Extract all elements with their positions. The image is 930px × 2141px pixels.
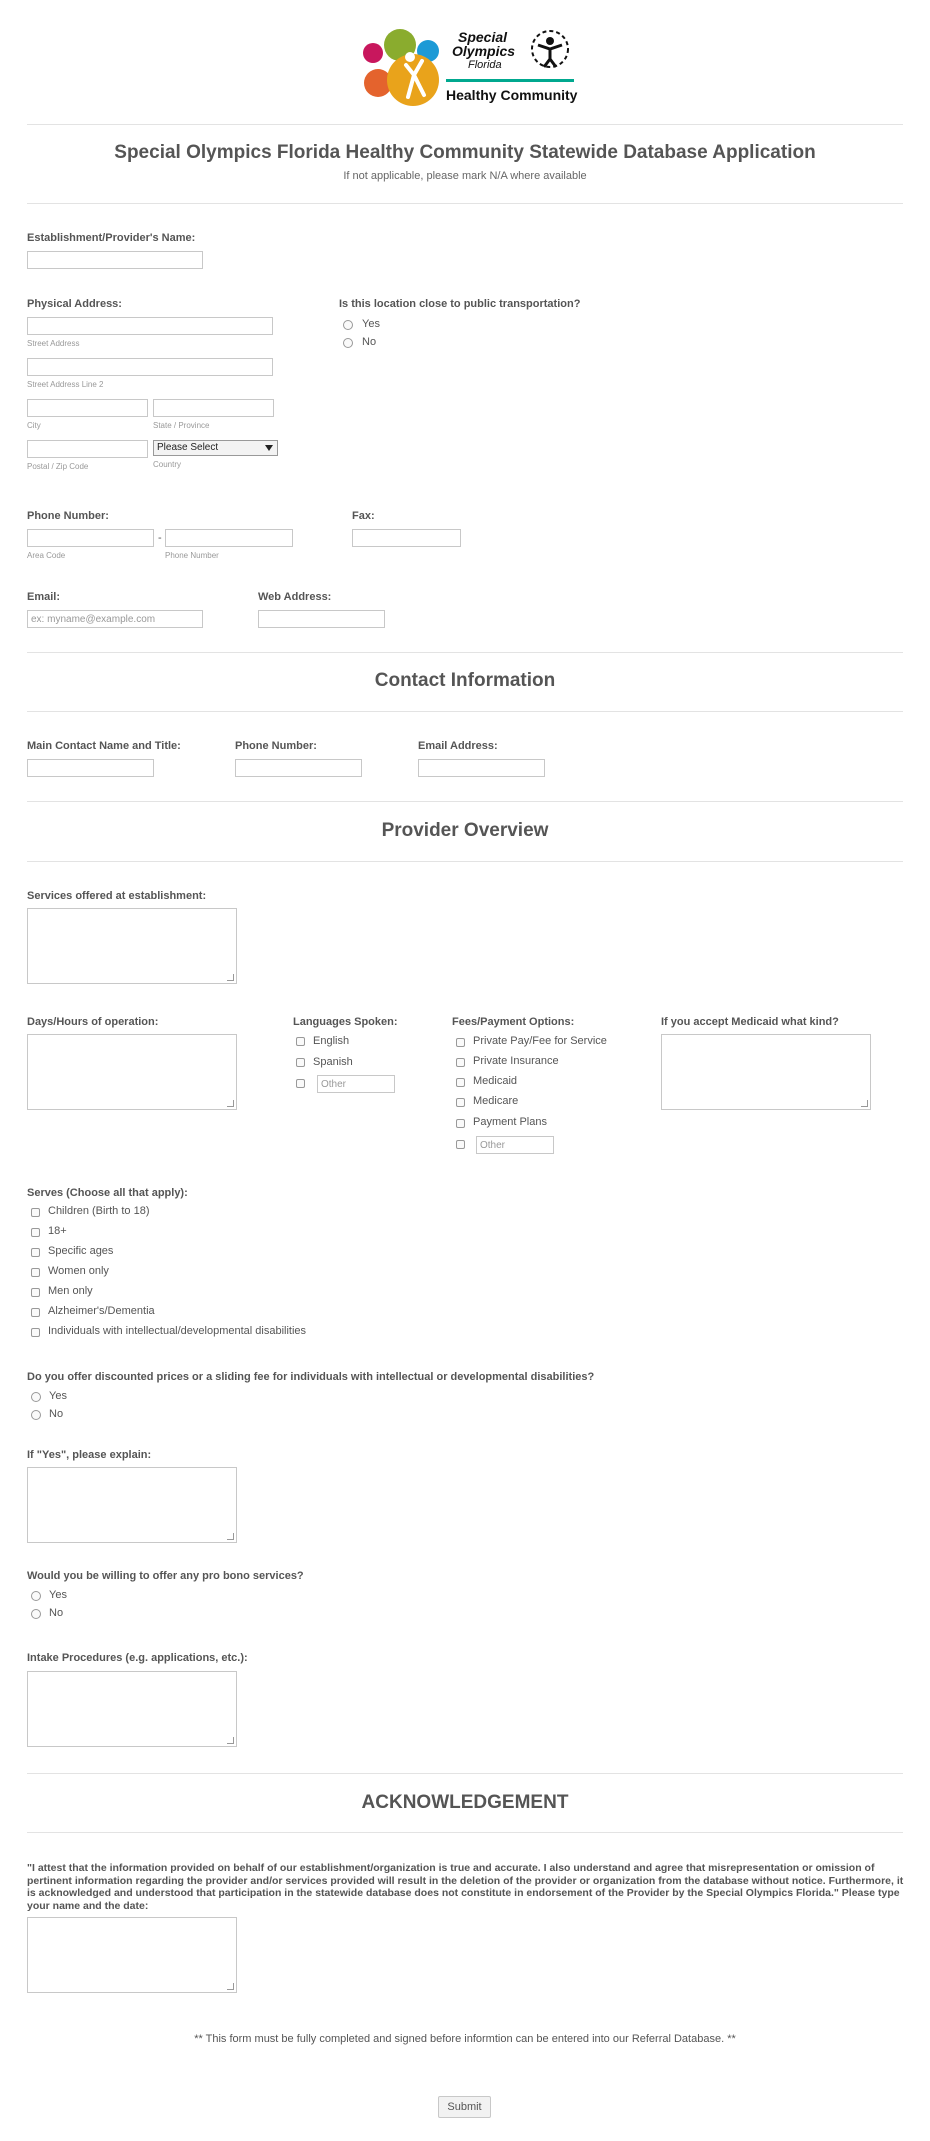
contact-heading: Contact Information <box>374 670 556 691</box>
serves-women-checkbox[interactable] <box>31 1268 40 1277</box>
logo-text-healthy-community: Healthy Community <box>446 87 578 103</box>
city-sublabel: City <box>27 421 41 430</box>
divider <box>27 861 903 862</box>
explain-label: If "Yes", please explain: <box>27 1449 152 1461</box>
special-olympics-emblem-icon <box>528 27 572 71</box>
medicaid-label: If you accept Medicaid what kind? <box>661 1016 839 1028</box>
language-other-checkbox[interactable] <box>296 1079 305 1088</box>
logo-accent-bar <box>446 79 574 82</box>
probono-no-radio[interactable] <box>31 1609 41 1619</box>
fax-input[interactable] <box>352 529 461 547</box>
state-input[interactable] <box>153 399 274 417</box>
fee-medicare-checkbox[interactable] <box>456 1098 465 1107</box>
fee-payment-plans-label: Payment Plans <box>473 1116 547 1128</box>
days-textarea[interactable] <box>27 1034 237 1110</box>
intake-label: Intake Procedures (e.g. applications, etc.): <box>27 1652 248 1664</box>
intake-textarea[interactable] <box>27 1671 237 1747</box>
logo-text-olympics: Olympics <box>452 43 516 59</box>
street-address-2-input[interactable] <box>27 358 273 376</box>
logo <box>358 25 576 107</box>
contact-name-label: Main Contact Name and Title: <box>27 740 181 752</box>
contact-phone-input[interactable] <box>235 759 362 777</box>
address-label: Physical Address: <box>27 298 122 310</box>
postal-sublabel: Postal / Zip Code <box>27 462 89 471</box>
acknowledgement-textarea[interactable] <box>27 1917 237 1993</box>
country-select[interactable] <box>153 440 278 456</box>
country-select-value: Please Select <box>157 442 219 453</box>
serves-children-label: Children (Birth to 18) <box>48 1205 150 1217</box>
fax-label: Fax: <box>352 510 375 522</box>
serves-alzheimers-label: Alzheimer's/Dementia <box>48 1305 155 1317</box>
services-textarea[interactable] <box>27 908 237 984</box>
medicaid-textarea[interactable] <box>661 1034 871 1110</box>
serves-idd-checkbox[interactable] <box>31 1328 40 1337</box>
discount-label: Do you offer discounted prices or a sliding fee for individuals with intellectual or developmental disabilities? <box>27 1371 595 1383</box>
serves-idd-label: Individuals with intellectual/developmental disabilities <box>48 1325 307 1337</box>
street-address-sublabel: Street Address <box>27 339 80 348</box>
serves-18plus-label: 18+ <box>48 1225 67 1237</box>
establishment-label: Establishment/Provider's Name: <box>27 232 196 244</box>
logo-graphic <box>358 25 448 107</box>
acknowledgement-heading: ACKNOWLEDGEMENT <box>361 1792 569 1813</box>
logo-text-florida: Florida <box>468 59 502 71</box>
phone-dash: - <box>158 532 162 544</box>
fees-label: Fees/Payment Options: <box>452 1016 575 1028</box>
transport-label: Is this location close to public transportation? <box>339 298 581 310</box>
probono-no-label: No <box>49 1607 64 1619</box>
fee-medicaid-checkbox[interactable] <box>456 1078 465 1087</box>
street-address-2-sublabel: Street Address Line 2 <box>27 380 104 389</box>
discount-no-label: No <box>49 1408 64 1420</box>
logo-text-special: Special <box>458 29 508 45</box>
state-sublabel: State / Province <box>153 421 210 430</box>
fee-private-insurance-checkbox[interactable] <box>456 1058 465 1067</box>
email-placeholder: ex: myname@example.com <box>31 614 156 625</box>
phone-number-input[interactable] <box>165 529 293 547</box>
fee-payment-plans-checkbox[interactable] <box>456 1119 465 1128</box>
language-english-label: English <box>313 1035 350 1047</box>
acknowledgement-text: "I attest that the information provided on behalf of our establishment/organization is true and accurate. I also understand and agree that misrepresentation or omission of pertinent information regarding the provider and/or services provided will result in the deletion of the provider or organization from the database without notice. Furthermore, it is acknowledged and understood that participation in the statewide database does not constitute in endorsement of the Provider by the Special Olympics Florida." Please type your name and the date: <box>27 1862 904 1912</box>
fee-private-insurance-label: Private Insurance <box>473 1055 559 1067</box>
overview-heading: Provider Overview <box>381 820 549 841</box>
email-label: Email: <box>27 591 61 603</box>
divider <box>27 203 903 204</box>
contact-email-input[interactable] <box>418 759 545 777</box>
discount-no-radio[interactable] <box>31 1410 41 1420</box>
street-address-input[interactable] <box>27 317 273 335</box>
area-code-input[interactable] <box>27 529 154 547</box>
fee-private-pay-label: Private Pay/Fee for Service <box>473 1035 607 1047</box>
divider <box>27 711 903 712</box>
serves-label: Serves (Choose all that apply): <box>27 1187 188 1199</box>
fee-medicaid-label: Medicaid <box>473 1075 518 1087</box>
transport-yes-radio[interactable] <box>343 320 353 330</box>
footer-note: ** This form must be fully completed and signed before informtion can be entered into our Referral Database. ** <box>194 2033 736 2045</box>
language-other-placeholder: Other <box>321 1079 347 1090</box>
page-title: Special Olympics Florida Healthy Community Statewide Database Application <box>114 142 816 163</box>
language-spanish-checkbox[interactable] <box>296 1058 305 1067</box>
probono-yes-label: Yes <box>49 1589 67 1601</box>
fee-other-placeholder: Other <box>480 1140 506 1151</box>
transport-no-label: No <box>362 336 377 348</box>
transport-yes-label: Yes <box>362 318 380 330</box>
serves-specific-ages-checkbox[interactable] <box>31 1248 40 1257</box>
web-label: Web Address: <box>258 591 332 603</box>
language-english-checkbox[interactable] <box>296 1037 305 1046</box>
serves-men-label: Men only <box>48 1285 93 1297</box>
establishment-input[interactable] <box>27 251 203 269</box>
serves-children-checkbox[interactable] <box>31 1208 40 1217</box>
languages-label: Languages Spoken: <box>293 1016 398 1028</box>
phone-label: Phone Number: <box>27 510 109 522</box>
divider <box>27 801 903 802</box>
language-spanish-label: Spanish <box>313 1056 353 1068</box>
divider <box>27 124 903 125</box>
probono-label: Would you be willing to offer any pro bono services? <box>27 1570 304 1582</box>
language-other-input[interactable] <box>317 1075 395 1093</box>
discount-yes-radio[interactable] <box>31 1392 41 1402</box>
serves-alzheimers-checkbox[interactable] <box>31 1308 40 1317</box>
divider <box>27 1773 903 1774</box>
serves-women-label: Women only <box>48 1265 109 1277</box>
contact-phone-label: Phone Number: <box>235 740 317 752</box>
area-code-sublabel: Area Code <box>27 551 66 560</box>
phone-number-sublabel: Phone Number <box>165 551 219 560</box>
fee-other-checkbox[interactable] <box>456 1140 465 1149</box>
postal-input[interactable] <box>27 440 148 458</box>
services-label: Services offered at establishment: <box>27 890 207 902</box>
contact-name-input[interactable] <box>27 759 154 777</box>
fee-private-pay-checkbox[interactable] <box>456 1038 465 1047</box>
discount-yes-label: Yes <box>49 1390 67 1402</box>
explain-textarea[interactable] <box>27 1467 237 1543</box>
contact-email-label: Email Address: <box>418 740 498 752</box>
fee-other-input[interactable] <box>476 1136 554 1154</box>
fee-medicare-label: Medicare <box>473 1095 519 1107</box>
transport-no-radio[interactable] <box>343 338 353 348</box>
serves-18plus-checkbox[interactable] <box>31 1228 40 1237</box>
page-subtitle: If not applicable, please mark N/A where available <box>343 170 587 182</box>
divider <box>27 652 903 653</box>
serves-men-checkbox[interactable] <box>31 1288 40 1297</box>
email-input[interactable] <box>27 610 203 628</box>
divider <box>27 1832 903 1833</box>
days-label: Days/Hours of operation: <box>27 1016 159 1028</box>
country-sublabel: Country <box>153 460 182 469</box>
city-input[interactable] <box>27 399 148 417</box>
submit-button[interactable]: Submit <box>438 2096 491 2118</box>
probono-yes-radio[interactable] <box>31 1591 41 1601</box>
serves-specific-ages-label: Specific ages <box>48 1245 114 1257</box>
web-input[interactable] <box>258 610 385 628</box>
